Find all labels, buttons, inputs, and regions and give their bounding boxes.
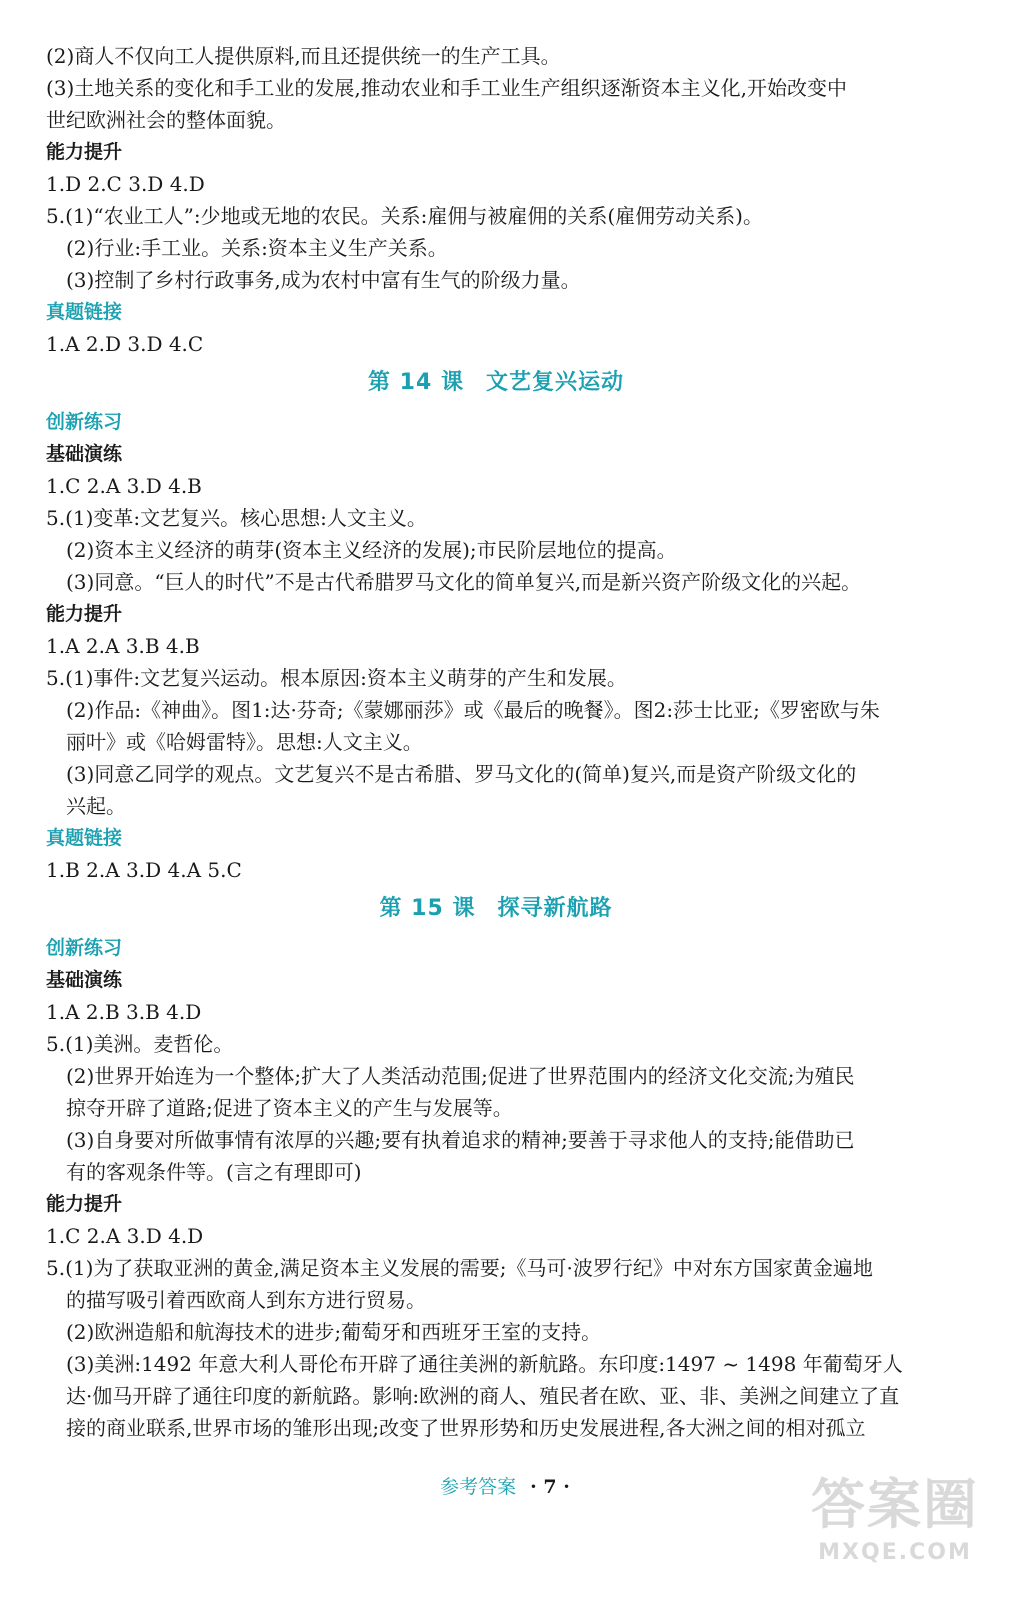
answer-line: 达·伽马开辟了通往印度的新航路。影响:欧洲的商人、殖民者在欧、亚、非、美洲之间建立了直 xyxy=(66,1384,900,1408)
answer-line: (2)商人不仅向工人提供原料,而且还提供统一的生产工具。 xyxy=(46,44,561,68)
ability-heading: 能力提升 xyxy=(46,603,123,625)
lesson-name: 文艺复兴运动 xyxy=(485,370,624,395)
answer-line: (3)土地关系的变化和手工业的发展,推动农业和手工业生产组织逐渐资本主义化,开始改变中 xyxy=(46,76,848,100)
answer-line: (2)资本主义经济的萌芽(资本主义经济的发展);市民阶层地位的提高。 xyxy=(66,538,677,562)
watermark-logo-icon: 答案圈 xyxy=(811,1473,979,1536)
lesson-number: 第 15 课 xyxy=(379,896,476,921)
mc-answers: 1.A 2.D 3.D 4.C xyxy=(46,332,204,356)
page-number: · 7 · xyxy=(530,1476,570,1498)
mc-answers: 1.D 2.C 3.D 4.D xyxy=(46,172,205,196)
ability-heading: 能力提升 xyxy=(46,1193,123,1215)
mc-answers: 1.C 2.A 3.D 4.B xyxy=(46,474,202,498)
answer-line: (2)欧洲造船和航海技术的进步;葡萄牙和西班牙王室的支持。 xyxy=(66,1320,602,1344)
answer-line: 5.(1)变革:文艺复兴。核心思想:人文主义。 xyxy=(46,506,427,530)
answer-line: 5.(1)事件:文艺复兴运动。根本原因:资本主义萌芽的产生和发展。 xyxy=(46,666,627,690)
real-exam-heading: 真题链接 xyxy=(46,301,123,323)
answer-line: 的描写吸引着西欧商人到东方进行贸易。 xyxy=(66,1288,426,1312)
watermark xyxy=(800,1470,990,1590)
answer-line: 接的商业联系,世界市场的雏形出现;改变了世界形势和历史发展进程,各大洲之间的相对孤立 xyxy=(66,1416,866,1440)
practice-heading: 创新练习 xyxy=(46,937,123,959)
lesson-name: 探寻新航路 xyxy=(497,896,613,921)
mc-answers: 1.C 2.A 3.D 4.D xyxy=(46,1224,204,1248)
basic-heading: 基础演练 xyxy=(46,969,123,991)
answer-page xyxy=(46,40,946,1444)
mc-answers: 1.A 2.A 3.B 4.B xyxy=(46,634,200,658)
lesson-number: 第 14 课 xyxy=(368,370,464,395)
answer-line: 兴起。 xyxy=(66,794,126,818)
mc-answers: 1.A 2.B 3.B 4.D xyxy=(46,1000,202,1024)
watermark-text: MXQE.COM xyxy=(818,1540,972,1565)
mc-answers: 1.B 2.A 3.D 4.A 5.C xyxy=(46,858,242,882)
answer-line: 5.(1)“农业工人”:少地或无地的农民。关系:雇佣与被雇佣的关系(雇佣劳动关系)。 xyxy=(46,204,763,228)
footer-label: 参考答案 xyxy=(440,1476,517,1498)
lesson-14-title xyxy=(46,360,946,406)
answer-line: (3)美洲:1492 年意大利人哥伦布开辟了通往美洲的新航路。东印度:1497 ~ 1498 年葡萄牙人 xyxy=(66,1352,903,1376)
answer-line: (2)行业:手工业。关系:资本主义生产关系。 xyxy=(66,236,448,260)
answer-line: (2)作品:《神曲》。图1:达·芬奇;《蒙娜丽莎》或《最后的晚餐》。图2:莎士比亚;《罗密欧与朱 xyxy=(66,698,880,722)
answer-line: 丽叶》或《哈姆雷特》。思想:人文主义。 xyxy=(66,730,423,754)
answer-line: (2)世界开始连为一个整体;扩大了人类活动范围;促进了世界范围内的经济文化交流;为殖民 xyxy=(66,1064,855,1088)
ability-heading: 能力提升 xyxy=(46,141,123,163)
answer-line: (3)同意。“巨人的时代”不是古代希腊罗马文化的简单复兴,而是新兴资产阶级文化的兴起。 xyxy=(66,570,862,594)
answer-line: 世纪欧洲社会的整体面貌。 xyxy=(46,108,286,132)
real-exam-heading: 真题链接 xyxy=(46,827,123,849)
practice-heading: 创新练习 xyxy=(46,411,123,433)
lesson-15-title xyxy=(46,886,946,932)
basic-heading: 基础演练 xyxy=(46,443,123,465)
answer-line: 有的客观条件等。(言之有理即可) xyxy=(66,1160,362,1184)
answer-line: (3)控制了乡村行政事务,成为农村中富有生气的阶级力量。 xyxy=(66,268,581,292)
answer-line: 5.(1)美洲。麦哲伦。 xyxy=(46,1032,234,1056)
answer-line: (3)自身要对所做事情有浓厚的兴趣;要有执着追求的精神;要善于寻求他人的支持;能借助已 xyxy=(66,1128,855,1152)
answer-line: (3)同意乙同学的观点。文艺复兴不是古希腊、罗马文化的(简单)复兴,而是资产阶级文化的 xyxy=(66,762,857,786)
answer-line: 掠夺开辟了道路;促进了资本主义的产生与发展等。 xyxy=(66,1096,513,1120)
answer-line: 5.(1)为了获取亚洲的黄金,满足资本主义发展的需要;《马可·波罗行纪》中对东方国家黄金遍地 xyxy=(46,1256,873,1280)
